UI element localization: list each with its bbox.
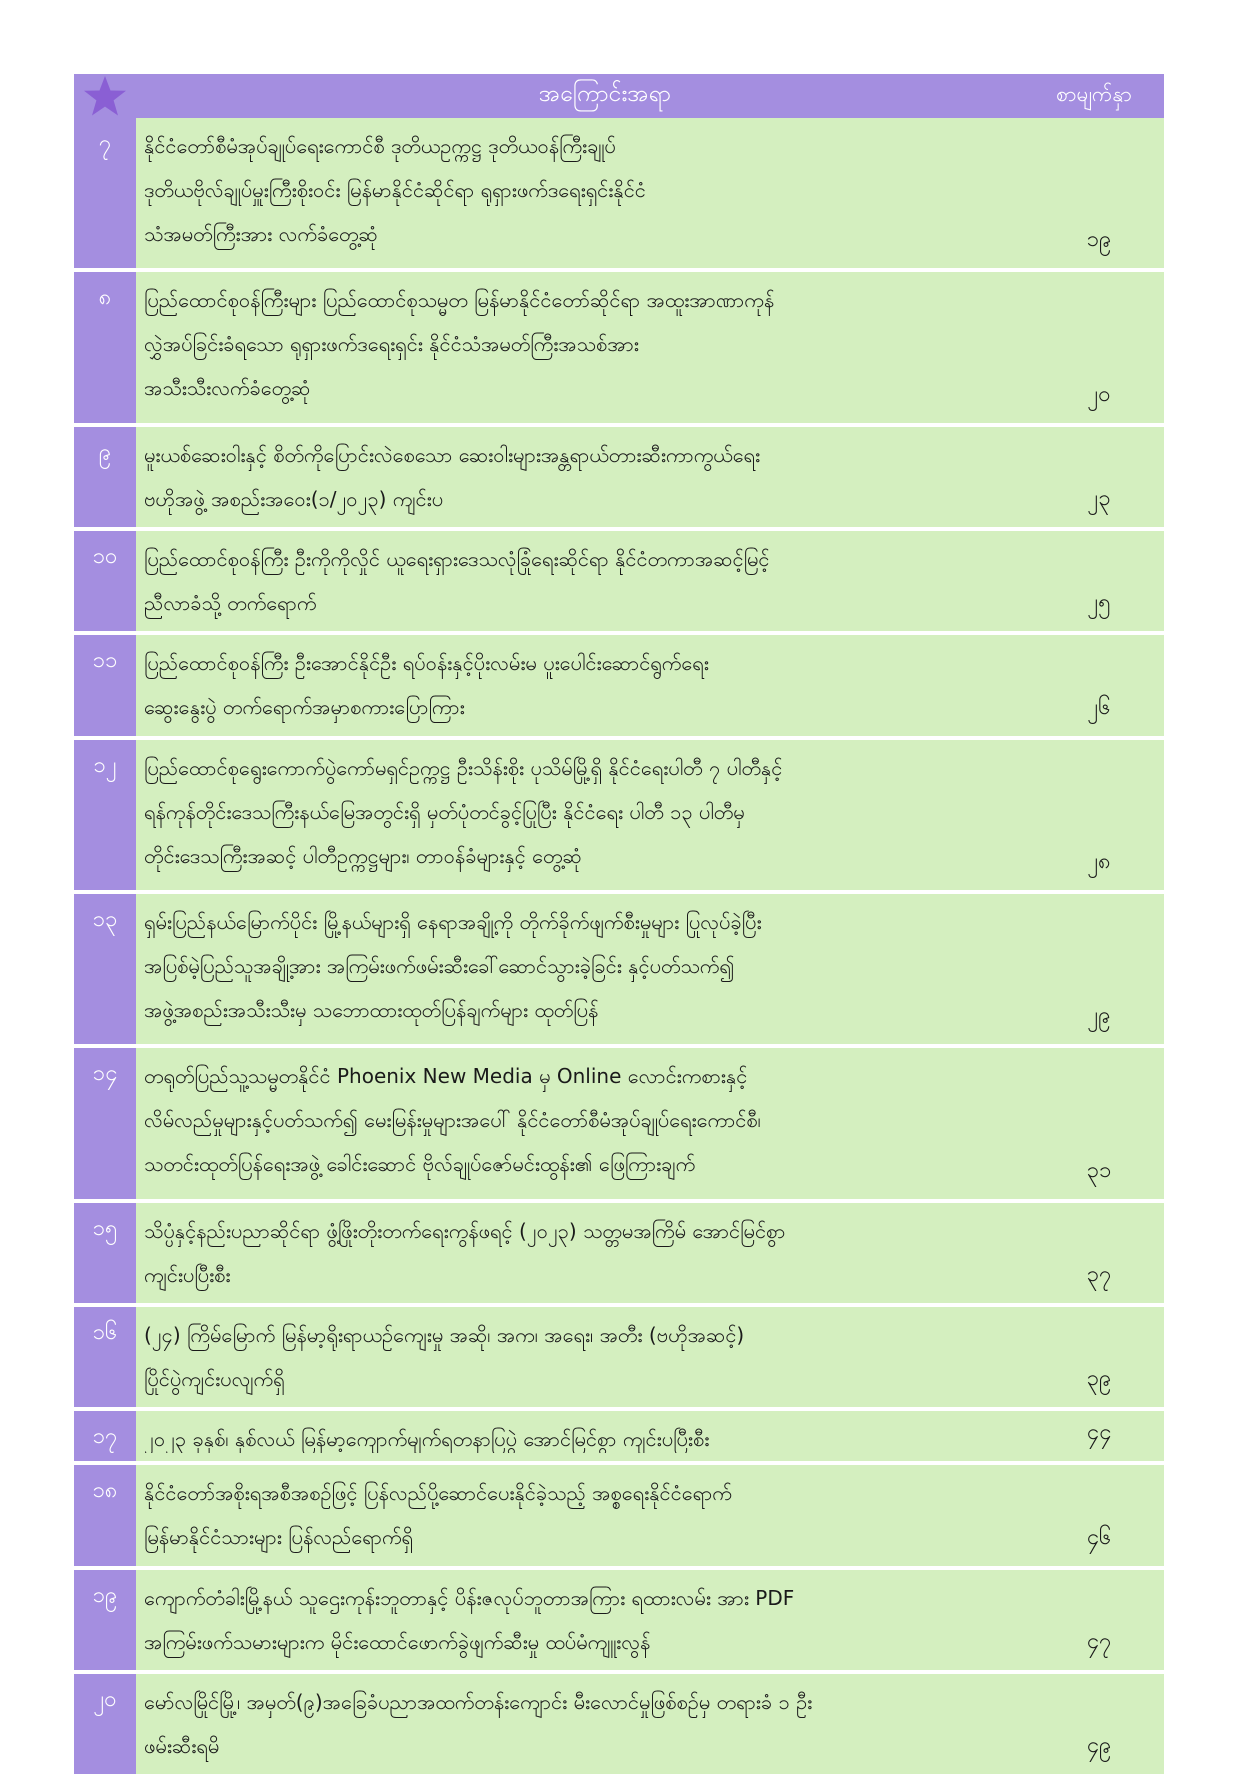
- entry-title-line: နိုင်ငံတော်စီမံအုပ်ချုပ်ရေးကောင်စီ ဒုတိယဥက္ကဋ္ဌ ဒုတိယဝန်ကြီးချုပ်: [144, 134, 616, 158]
- entry-cell: [136, 1048, 1164, 1198]
- entry-title-line: ပြည်ထောင်စုဝန်ကြီး ဦးကိုကိုလှိုင် ယူရေးရှားဒေသလုံခြုံရေးဆိုင်ရာ နိုင်ငံတကာအဆင့်မြင့်: [144, 547, 770, 571]
- entry-title-line: ညီလာခံသို့ တက်ရောက်: [144, 591, 317, 615]
- entry-title-line: မူးယစ်ဆေးဝါးနှင့် စိတ်ကိုပြောင်းလဲစေသော ဆေးဝါးများအန္တရာယ်တားဆီးကာကွယ်ရေး: [144, 442, 761, 467]
- toc-row[interactable]: [74, 118, 1164, 268]
- toc-row[interactable]: [74, 890, 1164, 1044]
- entry-number: ၁၇: [74, 1411, 136, 1461]
- entry-title: [144, 641, 1044, 727]
- entry-page-number: ၂၆: [1087, 694, 1111, 720]
- entry-title-line: ဆွေးနွေးပွဲ တက်ရောက်အမှာစကားပြောကြား: [144, 695, 465, 720]
- toc-row[interactable]: [74, 423, 1164, 527]
- entry-title-line: မြန်မာနိုင်ငံသားများ ပြန်လည်ရောက်ရှိ: [144, 1525, 414, 1550]
- entry-title-line: သိပ္ပံနှင့်နည်းပညာဆိုင်ရာ ဖွံ့ဖြိုးတိုးတက်ရေးကွန်ဖရင့် (၂၀၂၃) သတ္တမအကြိမ် အောင်မြင်စွာ: [144, 1218, 786, 1243]
- entry-title-line: နိုင်ငံတော်အစိုးရအစီအစဉ်ဖြင့် ပြန်လည်ပို့ဆောင်ပေးနိုင်ခဲ့သည့် အစ္စရေးနိုင်ငံရောက်: [144, 1481, 732, 1506]
- table-of-contents: [74, 74, 1164, 1758]
- entry-title-line: ရှမ်းပြည်နယ်မြောက်ပိုင်း မြို့နယ်များရှိ နေရာအချို့ကို တိုက်ခိုက်ဖျက်စီးမှုများ ပြုလုပ်ခဲ့ပြီး: [144, 909, 762, 934]
- entry-number: ၁၆: [74, 1307, 136, 1407]
- toc-row[interactable]: [74, 1670, 1164, 1774]
- entry-title-line: ပြည်ထောင်စုဝန်ကြီးများ ပြည်ထောင်စုသမ္မတ မြန်မာနိုင်ငံတော်ဆိုင်ရာ အထူးအာဏာကုန်: [144, 288, 775, 313]
- entry-number: ၉: [74, 427, 136, 527]
- entry-page-number: ၁၉: [1086, 227, 1112, 253]
- toc-row[interactable]: [74, 527, 1164, 631]
- entry-title-line: လွှဲအပ်ခြင်းခံရသော ရုရှားဖက်ဒရေးရှင်း နိုင်ငံသံအမတ်ကြီးအသစ်အား: [144, 332, 639, 357]
- entry-title: [144, 900, 1044, 1036]
- entry-cell: [136, 118, 1164, 268]
- entry-cell: [136, 1411, 1164, 1461]
- entry-title-line: မော်လမြိုင်မြို့၊ အမှတ်(၉)အခြေခံပညာအထက်တန်းကျောင်း မီးလောင်မှုဖြစ်စဉ်မှ တရားခံ ၁ ဦး: [144, 1689, 813, 1714]
- toc-row[interactable]: [74, 1461, 1164, 1565]
- entry-title-line: ၂၀၂၃ ခုနှစ်၊ နှစ်လယ် မြန်မာ့ကျောက်မျက်ရတနာပြပွဲ အောင်မြင်စွာ ကျင်းပပြီးစီး: [144, 1427, 710, 1452]
- entry-number: ၁၀: [74, 531, 136, 631]
- entry-title-line: သတင်းထုတ်ပြန်ရေးအဖွဲ့ ခေါင်းဆောင် ဗိုလ်ချုပ်ဇော်မင်းထွန်း၏ ဖြေကြားချက်: [144, 1152, 696, 1177]
- entry-title: [144, 1209, 1044, 1295]
- entry-cell: [136, 740, 1164, 890]
- entry-number: ၈: [74, 272, 136, 422]
- entry-title-line: ဒုတိယဗိုလ်ချုပ်မှူးကြီးစိုးဝင်း မြန်မာနိုင်ငံဆိုင်ရာ ရုရှားဖက်ဒရေးရှင်းနိုင်ငံ: [144, 178, 646, 202]
- entry-number: ၁၂: [74, 740, 136, 890]
- entry-title-line: ဖမ်းဆီးရမိ: [144, 1733, 220, 1758]
- entry-page-number: ၂၉: [1087, 1003, 1111, 1029]
- entry-number: ၇: [74, 118, 136, 268]
- toc-row[interactable]: [74, 736, 1164, 890]
- entry-title: [144, 1313, 1044, 1399]
- entry-title-line: ပြည်ထောင်စုရွေးကောက်ပွဲကော်မရှင်ဥက္ကဋ္ဌ ဦးသိန်းစိုး ပုသိမ်မြို့ရှိ နိုင်ငံရေးပါတီ ၇ ပါတီနှင့်: [144, 755, 783, 780]
- entry-title-line: ကျင်းပပြီးစီး: [144, 1262, 231, 1287]
- entry-page-number: ၄၄: [1086, 1420, 1112, 1446]
- entry-cell: [136, 1674, 1164, 1774]
- entry-title: [144, 746, 1044, 882]
- entry-title-line: အသီးသီးလက်ခံတွေ့ဆုံ: [144, 376, 311, 401]
- star-cell: [74, 74, 136, 118]
- entry-cell: [136, 1203, 1164, 1303]
- entry-page-number: ၃၁: [1086, 1157, 1112, 1183]
- entry-title-line: တရုတ်ပြည်သူ့သမ္မတနိုင်ငံ Phoenix New Media မှ Online လောင်းကစားနှင့်: [144, 1064, 748, 1089]
- entry-title-line: (၂၄) ကြိမ်မြောက် မြန်မာ့ရိုးရာယဉ်ကျေးမှု အဆို၊ အက၊ အရေး၊ အတီး (ဗဟိုအဆင့်): [144, 1322, 745, 1347]
- toc-row[interactable]: [74, 1044, 1164, 1198]
- toc-title: အကြောင်းအရာ: [538, 81, 672, 107]
- entry-title: [144, 1471, 1044, 1557]
- toc-row[interactable]: [74, 631, 1164, 735]
- entry-title-line: အဖွဲ့အစည်းအသီးသီးမှ သဘောထားထုတ်ပြန်ချက်များ ထုတ်ပြန်: [144, 997, 599, 1022]
- entry-title-line: အပြစ်မဲ့ပြည်သူအချို့အား အကြမ်းဖက်ဖမ်းဆီးခေါ်ဆောင်သွားခဲ့ခြင်း နှင့်ပတ်သက်၍: [144, 953, 735, 978]
- entry-title: [144, 278, 1044, 414]
- entry-page-number: ၂၀: [1087, 381, 1111, 407]
- entry-number: ၁၉: [74, 1570, 136, 1670]
- entry-title-line: ကျောက်တံခါးမြို့နယ် သူဌေးကုန်းဘူတာနှင့် ပိန်းဇလုပ်ဘူတာအကြား ရထားလမ်း အား PDF: [144, 1585, 795, 1610]
- entry-number: ၁၄: [74, 1048, 136, 1198]
- entry-page-number: ၄၉: [1086, 1733, 1112, 1758]
- entry-number: ၁၃: [74, 894, 136, 1044]
- entry-title-line: ပြိုင်ပွဲကျင်းပလျက်ရှိ: [144, 1366, 285, 1391]
- entry-title: [144, 124, 1044, 260]
- entry-title: [144, 1680, 1044, 1766]
- entry-title-line: လိမ်လည်မှုများနှင့်ပတ်သက်၍ မေးမြန်းမှုများအပေါ် နိုင်ငံတော်စီမံအုပ်ချုပ်ရေးကောင်စီ၊: [144, 1108, 761, 1133]
- toc-row[interactable]: [74, 268, 1164, 422]
- entry-title-line: ပြည်ထောင်စုဝန်ကြီး ဦးအောင်နိုင်ဦး ရပ်ဝန်းနှင့်ပိုးလမ်းမ ပူးပေါင်းဆောင်ရွက်ရေး: [144, 651, 709, 676]
- toc-row[interactable]: [74, 1199, 1164, 1303]
- toc-row[interactable]: [74, 1303, 1164, 1407]
- entry-page-number: ၂၈: [1087, 848, 1111, 874]
- entry-title-line: ရန်ကုန်တိုင်းဒေသကြီးနယ်မြေအတွင်းရှိ မှတ်ပုံတင်ခွင့်ပြုပြီး နိုင်ငံရေး ပါတီ ၁၃ ပါတီမှ: [144, 799, 745, 824]
- entry-page-number: ၄၆: [1086, 1524, 1112, 1550]
- entry-number: ၁၅: [74, 1203, 136, 1303]
- star-icon: [83, 74, 127, 118]
- toc-row[interactable]: [74, 1407, 1164, 1461]
- entry-page-number: ၄၇: [1086, 1628, 1112, 1654]
- entry-title-line: သံအမတ်ကြီးအား လက်ခံတွေ့ဆုံ: [144, 222, 378, 246]
- page-column-header: စာမျက်နှာ: [1056, 81, 1132, 106]
- entry-number: ၁၁: [74, 635, 136, 735]
- entry-page-number: ၂၃: [1087, 486, 1111, 511]
- entry-title-line: အကြမ်းဖက်သမားများက မိုင်းထောင်ဖောက်ခွဲဖျက်ဆီးမှု ထပ်မံကျူးလွန်: [144, 1629, 651, 1654]
- toc-header: [74, 74, 1164, 118]
- entry-cell: [136, 531, 1164, 631]
- entry-page-number: ၃၉: [1086, 1366, 1112, 1392]
- entry-number: ၂၀: [74, 1674, 136, 1774]
- entry-title: [144, 433, 1044, 519]
- entry-title: [144, 1576, 1044, 1662]
- entry-title: [144, 1417, 1044, 1453]
- entry-cell: [136, 894, 1164, 1044]
- entry-cell: [136, 1307, 1164, 1407]
- toc-rows: [74, 118, 1164, 1774]
- toc-row[interactable]: [74, 1566, 1164, 1670]
- entry-page-number: ၂၅: [1087, 590, 1111, 616]
- entry-title-line: တိုင်းဒေသကြီးအဆင့် ပါတီဥက္ကဋ္ဌများ၊ တာဝန်ခံများနှင့် တွေ့ဆုံ: [144, 843, 582, 868]
- entry-title: [144, 537, 1044, 623]
- entry-cell: [136, 272, 1164, 422]
- entry-cell: [136, 635, 1164, 735]
- entry-title: [144, 1054, 1044, 1190]
- entry-number: ၁၈: [74, 1465, 136, 1565]
- entry-cell: [136, 1570, 1164, 1670]
- entry-cell: [136, 427, 1164, 527]
- entry-title-line: ဗဟိုအဖွဲ့ အစည်းအဝေး(၁/၂၀၂၃) ကျင်းပ: [144, 486, 444, 511]
- entry-page-number: ၃၇: [1086, 1261, 1112, 1287]
- entry-cell: [136, 1465, 1164, 1565]
